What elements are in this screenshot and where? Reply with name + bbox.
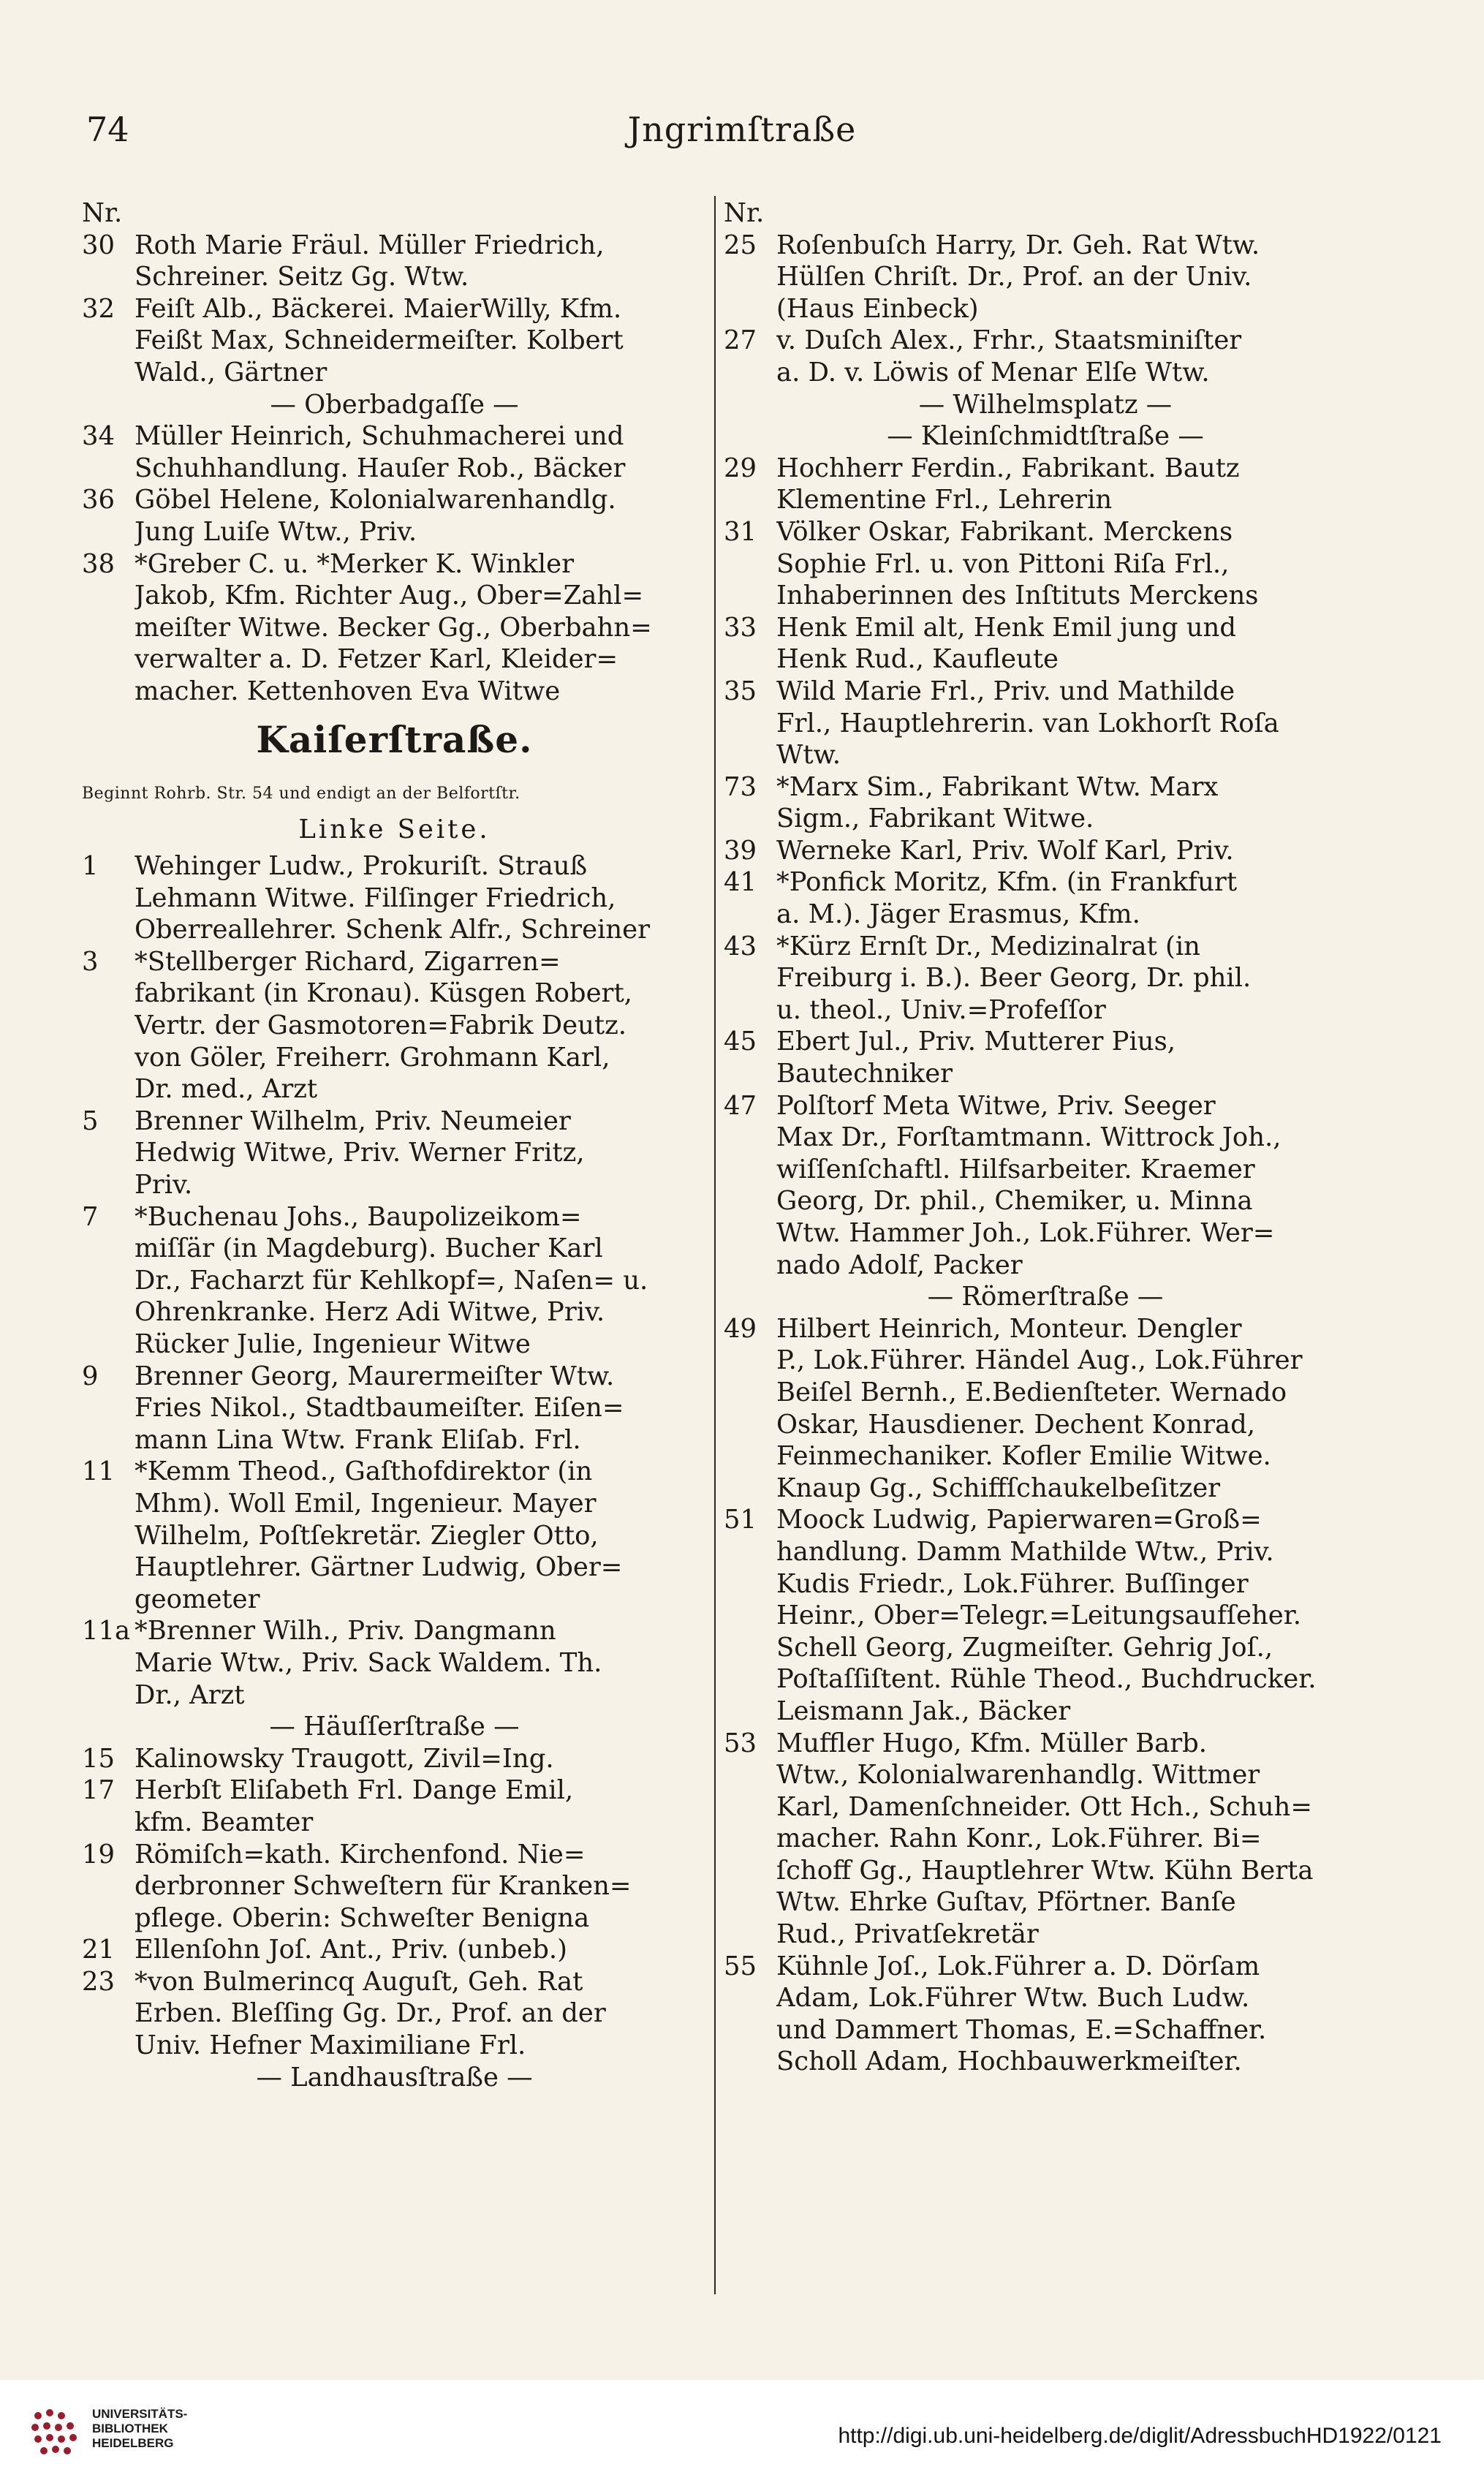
entry-group: [82, 230, 707, 389]
resident-list: [135, 1615, 707, 1711]
cross-street-label: — Landhausſtraße —: [256, 2062, 533, 2093]
entry-line: *Buchenau Johs., Baupolizeikom=: [135, 1201, 582, 1232]
resident-list: [135, 1361, 707, 1456]
entry-line: Karl, Damenſchneider. Ott Hch., Schuh=: [776, 1791, 1312, 1822]
house-number: 3: [82, 946, 99, 977]
house-number: 29: [724, 453, 757, 483]
library-logo-icon: [28, 2405, 86, 2464]
entry-line: fabrikant (in Kronau). Küsgen Robert,: [135, 978, 632, 1009]
entry-line: Fries Nikol., Stadtbaumeiſter. Eiſen=: [135, 1393, 624, 1424]
cross-street-label: — Wilhelmsplatz —: [918, 389, 1173, 420]
entry-line: geometer: [135, 1584, 260, 1614]
resident-list: [135, 1966, 707, 2062]
entry-line: Jakob, Kfm. Richter Aug., Ober=Zahl=: [135, 581, 644, 611]
address-entry: [724, 835, 1367, 867]
address-entry: [82, 1361, 707, 1456]
library-name-line: UNIVERSITÄTS-: [92, 2407, 188, 2421]
house-number: 43: [724, 931, 757, 961]
resident-list: [135, 1839, 707, 1935]
entry-line: Erben. Bleſſing Gg. Dr., Prof. an der: [135, 1998, 606, 2029]
right-column: [724, 197, 1367, 2078]
cross-street-label: — Kleinſchmidtſtraße —: [887, 421, 1204, 452]
resident-list: [135, 1743, 707, 1775]
address-entry: [724, 230, 1367, 325]
resident-list: [135, 1201, 707, 1361]
entry-line: nado Adolf, Packer: [776, 1250, 1023, 1280]
house-number: 17: [82, 1775, 116, 1806]
house-number: 27: [724, 325, 757, 356]
resident-list: [776, 325, 1367, 388]
resident-list: [776, 1951, 1367, 2078]
address-entry: [82, 1774, 707, 1838]
entry-line: Beiſel Bernh., E.Bedienſteter. Wernado: [776, 1377, 1287, 1407]
page-number: 74: [86, 110, 129, 149]
entry-line: Roth Marie Fräul. Müller Friedrich,: [135, 230, 605, 260]
entry-line: u. theol., Univ.=Profeſſor: [776, 994, 1106, 1025]
entry-line: Mhm). Woll Emil, Ingenieur. Mayer: [135, 1488, 597, 1519]
house-number: 33: [724, 612, 757, 643]
resident-list: [135, 946, 707, 1105]
entry-line: Römiſch=kath. Kirchenfond. Nie=: [135, 1839, 586, 1870]
entry-line: handlung. Damm Mathilde Wtw., Priv.: [776, 1536, 1274, 1567]
house-number: 30: [82, 230, 116, 260]
entry-line: *von Bulmerincq Auguſt, Geh. Rat: [135, 1966, 583, 1997]
entry-line: Univ. Hefner Maximiliane Frl.: [135, 2030, 526, 2061]
library-name-line: HEIDELBERG: [92, 2436, 174, 2450]
entry-line: Poſtaſſiſtent. Rühle Theod., Buchdrucker.: [776, 1664, 1317, 1695]
entry-group: [724, 230, 1367, 389]
entry-line: Feinmechaniker. Kofler Emilie Witwe.: [776, 1441, 1271, 1472]
entry-line: verwalter a. D. Fetzer Karl, Kleider=: [135, 644, 618, 675]
address-entry: [724, 325, 1367, 388]
resident-list: [776, 612, 1367, 676]
address-entry: [724, 931, 1367, 1027]
entry-line: Ohrenkranke. Herz Adi Witwe, Priv.: [135, 1297, 605, 1328]
address-entry: [82, 1934, 707, 1966]
entry-line: Dr., Facharzt für Kehlkopf=, Naſen= u.: [135, 1265, 648, 1296]
house-number: 38: [82, 548, 116, 579]
address-entry: [82, 1201, 707, 1361]
entry-line: Sophie Frl. u. von Pittoni Riſa Frl.,: [776, 548, 1230, 579]
resident-list: [135, 1774, 707, 1838]
entry-line: Wtw.: [776, 740, 841, 771]
address-entry: [82, 1105, 707, 1201]
entry-line: Max Dr., Forſtamtmann. Wittrock Joh.,: [776, 1122, 1282, 1153]
page-header: [0, 110, 1484, 154]
resident-list: [135, 230, 707, 293]
address-entry: [724, 453, 1367, 516]
library-name: [92, 2407, 187, 2451]
house-number: 11a: [82, 1616, 131, 1647]
entry-line: pflege. Oberin: Schweſter Benigna: [135, 1902, 590, 1933]
entry-line: Hochherr Ferdin., Fabrikant. Bautz: [776, 453, 1240, 483]
house-number: 73: [724, 771, 757, 802]
entry-line: Oskar, Hausdiener. Dechent Konrad,: [776, 1409, 1256, 1440]
entry-line: Vertr. der Gasmotoren=Fabrik Deutz.: [135, 1010, 626, 1041]
entry-line: Freiburg i. B.). Beer Georg, Dr. phil.: [776, 963, 1252, 994]
resident-list: [776, 676, 1367, 771]
entry-line: a. M.). Jäger Erasmus, Kfm.: [776, 899, 1140, 930]
entry-line: Hauptlehrer. Gärtner Ludwig, Ober=: [135, 1552, 623, 1583]
resident-list: [776, 1504, 1367, 1727]
entry-line: *Marx Sim., Fabrikant Wtw. Marx: [776, 771, 1219, 802]
entry-line: ſchoff Gg., Hauptlehrer Wtw. Kühn Berta: [776, 1855, 1314, 1886]
entry-line: Roſenbuſch Harry, Dr. Geh. Rat Wtw.: [776, 230, 1260, 260]
entry-line: Oberreallehrer. Schenk Alfr., Schreiner: [135, 915, 650, 945]
house-number: 41: [724, 867, 757, 898]
house-number: 19: [82, 1839, 116, 1870]
nr-label: Nr.: [724, 198, 765, 228]
house-number: 53: [724, 1728, 757, 1758]
entry-line: Feiſt Alb., Bäckerei. MaierWilly, Kfm.: [135, 293, 622, 324]
house-number: 36: [82, 485, 116, 515]
entry-line: Moock Ludwig, Papierwaren=Groß=: [776, 1505, 1262, 1535]
entry-line: *Kürz Ernſt Dr., Medizinalrat (in: [776, 931, 1200, 961]
entry-line: Muffler Hugo, Kfm. Müller Barb.: [776, 1728, 1208, 1758]
nr-label: Nr.: [82, 198, 123, 228]
entry-line: Georg, Dr. phil., Chemiker, u. Minna: [776, 1186, 1253, 1217]
library-name-line: BIBLIOTHEK: [92, 2422, 168, 2435]
entry-line: *Stellberger Richard, Zigarren=: [135, 946, 561, 977]
resident-list: [135, 1934, 707, 1966]
address-entry: [82, 1966, 707, 2062]
entry-line: Knaup Gg., Schiffſchaukelbeſitzer: [776, 1473, 1221, 1503]
entry-line: Rücker Julie, Ingenieur Witwe: [135, 1329, 531, 1359]
resident-list: [135, 484, 707, 548]
house-number: 55: [724, 1951, 757, 1981]
cross-street-label: — Römerſtraße —: [927, 1282, 1164, 1312]
entry-line: Wild Marie Frl., Priv. und Mathilde: [776, 676, 1235, 706]
address-entry: [82, 230, 707, 293]
address-entry: [82, 548, 707, 708]
address-entry: [82, 1839, 707, 1935]
house-number: 47: [724, 1090, 757, 1121]
resident-list: [135, 1105, 707, 1201]
entry-line: *Brenner Wilh., Priv. Dangmann: [135, 1616, 556, 1647]
entry-line: Brenner Wilhelm, Priv. Neumeier: [135, 1105, 571, 1136]
entry-line: *Ponfick Moritz, Kfm. (in Frankfurt: [776, 867, 1238, 898]
entry-line: Rud., Privatſekretär: [776, 1919, 1039, 1950]
address-entry: [724, 1026, 1367, 1089]
resident-list: [135, 1456, 707, 1615]
entry-line: kfm. Beamter: [135, 1807, 314, 1837]
entry-line: Wilhelm, Poſtſekretär. Ziegler Otto,: [135, 1520, 599, 1551]
entry-line: Bautechniker: [776, 1059, 953, 1089]
house-number: 51: [724, 1505, 757, 1535]
address-entry: [724, 612, 1367, 676]
resident-list: [776, 1026, 1367, 1089]
entry-line: Klementine Frl., Lehrerin: [776, 485, 1113, 515]
entry-line: macher. Kettenhoven Eva Witwe: [135, 676, 561, 706]
entry-line: Wald., Gärtner: [135, 357, 328, 388]
address-entry: [724, 1951, 1367, 2078]
entry-line: derbronner Schweſtern für Kranken=: [135, 1871, 632, 1902]
house-number: 25: [724, 230, 757, 260]
resident-list: [776, 1090, 1367, 1282]
entry-line: Wtw. Ehrke Guſtav, Pförtner. Banſe: [776, 1887, 1236, 1918]
address-entry: [82, 850, 707, 946]
resident-list: [776, 1313, 1367, 1505]
house-number: 31: [724, 516, 757, 547]
entry-line: Schell Georg, Zugmeiſter. Gehrig Joſ.,: [776, 1632, 1273, 1663]
house-number: 1: [82, 851, 99, 882]
resident-list: [135, 850, 707, 946]
entry-line: Marie Wtw., Priv. Sack Waldem. Th.: [135, 1647, 602, 1678]
address-entry: [724, 1313, 1367, 1505]
entry-line: Völker Oskar, Fabrikant. Merckens: [776, 516, 1233, 547]
address-entry: [82, 946, 707, 1105]
address-entry: [82, 484, 707, 548]
entry-line: Werneke Karl, Priv. Wolf Karl, Priv.: [776, 835, 1234, 866]
entry-line: Lehmann Witwe. Filſinger Friedrich,: [135, 882, 616, 913]
entry-line: Wtw., Kolonialwarenhandlg. Wittmer: [776, 1760, 1260, 1791]
resident-list: [776, 835, 1367, 867]
entry-line: Adam, Lok.Führer Wtw. Buch Ludw.: [776, 1983, 1250, 2014]
entry-line: Sigm., Fabrikant Witwe.: [776, 804, 1094, 834]
entry-line: Feißt Max, Schneidermeiſter. Kolbert: [135, 325, 624, 356]
entry-line: a. D. v. Löwis of Menar Elſe Wtw.: [776, 357, 1210, 388]
house-number: 34: [82, 421, 116, 452]
entry-line: Herbſt Eliſabeth Frl. Dange Emil,: [135, 1775, 574, 1806]
address-entry: [82, 1615, 707, 1711]
address-entry: [82, 1456, 707, 1615]
entry-line: Ebert Jul., Priv. Mutterer Pius,: [776, 1027, 1176, 1057]
house-number: 9: [82, 1361, 99, 1391]
address-entry: [724, 1090, 1367, 1282]
address-entry: [82, 1743, 707, 1775]
entry-group: [82, 420, 707, 707]
entry-group: [82, 850, 707, 1711]
entry-line: Kalinowsky Traugott, Zivil=Ing.: [135, 1743, 554, 1774]
house-number: 21: [82, 1935, 116, 1965]
address-entry: [724, 1728, 1367, 1951]
house-number: 45: [724, 1027, 757, 1057]
section-heading: Kaiſerſtraße.: [256, 717, 533, 761]
entry-line: Frl., Hauptlehrerin. van Lokhorſt Roſa: [776, 708, 1279, 738]
resident-list: [776, 230, 1367, 325]
entry-line: Leismann Jak., Bäcker: [776, 1696, 1071, 1726]
resident-list: [776, 1728, 1367, 1951]
entry-line: Ellenſohn Joſ. Ant., Priv. (unbeb.): [135, 1935, 567, 1965]
entry-line: Jung Luiſe Wtw., Priv.: [135, 516, 417, 547]
entry-line: meiſter Witwe. Becker Gg., Oberbahn=: [135, 612, 652, 643]
side-label: Linke Seite.: [298, 814, 491, 845]
resident-list: [776, 771, 1367, 835]
entry-line: *Greber C. u. *Merker K. Winkler: [135, 548, 574, 579]
entry-line: Scholl Adam, Hochbauwerkmeiſter.: [776, 2046, 1242, 2077]
entry-line: Hülſen Chriſt. Dr., Prof. an der Univ.: [776, 262, 1252, 292]
entry-line: Dr. med., Arzt: [135, 1074, 318, 1105]
entry-line: Müller Heinrich, Schuhmacherei und: [135, 421, 624, 452]
resident-list: [135, 548, 707, 708]
address-entry: [724, 676, 1367, 771]
entry-line: Göbel Helene, Kolonialwarenhandlg.: [135, 485, 616, 515]
entry-line: Kudis Friedr., Lok.Führer. Buſſinger: [776, 1568, 1249, 1599]
house-number: 49: [724, 1313, 757, 1344]
address-entry: [724, 771, 1367, 835]
entry-line: (Haus Einbeck): [776, 293, 979, 324]
entry-line: Schreiner. Seitz Gg. Wtw.: [135, 262, 469, 292]
house-number: 39: [724, 835, 757, 866]
resident-list: [776, 866, 1367, 930]
entry-line: Henk Emil alt, Henk Emil jung und: [776, 612, 1236, 643]
section-note: Beginnt Rohrb. Str. 54 und endigt an der Belfortſtr.: [82, 784, 520, 803]
entry-group: [724, 453, 1367, 1281]
address-entry: [82, 420, 707, 484]
address-entry: [82, 293, 707, 389]
entry-line: Inhaberinnen des Inſtituts Merckens: [776, 581, 1259, 611]
house-number: 5: [82, 1105, 99, 1136]
entry-group: [82, 1743, 707, 2062]
entry-line: Schuhhandlung. Hauſer Rob., Bäcker: [135, 453, 626, 483]
house-number: 35: [724, 676, 757, 706]
source-url-link[interactable]: http://digi.ub.uni-heidelberg.de/diglit/AdressbuchHD1922/0121: [838, 2424, 1442, 2448]
section-heading-block: [82, 708, 707, 778]
cross-street-label: — Häuſſerſtraße —: [269, 1712, 520, 1742]
house-number: 7: [82, 1201, 99, 1232]
entry-line: Wehinger Ludw., Prokuriſt. Strauß: [135, 851, 588, 882]
house-number: 11: [82, 1456, 116, 1487]
entry-line: von Göler, Freiherr. Grohmann Karl,: [135, 1042, 610, 1073]
entry-line: v. Duſch Alex., Frhr., Staatsminiſter: [776, 325, 1242, 356]
entry-line: macher. Rahn Konr., Lok.Führer. Bi=: [776, 1823, 1262, 1854]
column-divider: [714, 196, 716, 2294]
address-entry: [724, 866, 1367, 930]
entry-line: Kühnle Joſ., Lok.Führer a. D. Dörſam: [776, 1951, 1260, 1981]
entry-line: P., Lok.Führer. Händel Aug., Lok.Führer: [776, 1345, 1303, 1376]
entry-line: Hedwig Witwe, Priv. Werner Fritz,: [135, 1138, 585, 1168]
resident-list: [776, 453, 1367, 516]
resident-list: [135, 293, 707, 389]
entry-line: Dr., Arzt: [135, 1679, 245, 1710]
cross-street-label: — Oberbadgaſſe —: [270, 389, 519, 420]
resident-list: [135, 420, 707, 484]
resident-list: [776, 931, 1367, 1027]
entry-line: Hilbert Heinrich, Monteur. Dengler: [776, 1313, 1242, 1344]
house-number: 15: [82, 1743, 116, 1774]
entry-line: mann Lina Wtw. Frank Eliſab. Frl.: [135, 1424, 581, 1455]
entry-line: miſſär (in Magdeburg). Bucher Karl: [135, 1233, 603, 1264]
house-number: 23: [82, 1966, 116, 1997]
address-entry: [724, 1504, 1367, 1727]
entry-line: Polſtorf Meta Witwe, Priv. Seeger: [776, 1090, 1216, 1121]
entry-line: Priv.: [135, 1170, 193, 1201]
address-entry: [724, 516, 1367, 612]
entry-line: Wtw. Hammer Joh., Lok.Führer. Wer=: [776, 1218, 1275, 1248]
entry-line: Heinr., Ober=Telegr.=Leitungsaufſeher.: [776, 1600, 1301, 1631]
entry-line: und Dammert Thomas, E.=Schaffner.: [776, 2014, 1267, 2045]
resident-list: [776, 516, 1367, 612]
entry-line: Brenner Georg, Maurermeiſter Wtw.: [135, 1361, 615, 1391]
entry-line: *Kemm Theod., Gaſthofdirektor (in: [135, 1456, 593, 1487]
left-column: [82, 197, 707, 2093]
entry-group: [724, 1313, 1367, 2078]
running-title: Jngrimſtraße: [627, 110, 857, 149]
entry-line: wiſſenſchaftl. Hilfsarbeiter. Kraemer: [776, 1154, 1255, 1184]
entry-line: Henk Rud., Kaufleute: [776, 644, 1059, 675]
house-number: 32: [82, 293, 116, 324]
